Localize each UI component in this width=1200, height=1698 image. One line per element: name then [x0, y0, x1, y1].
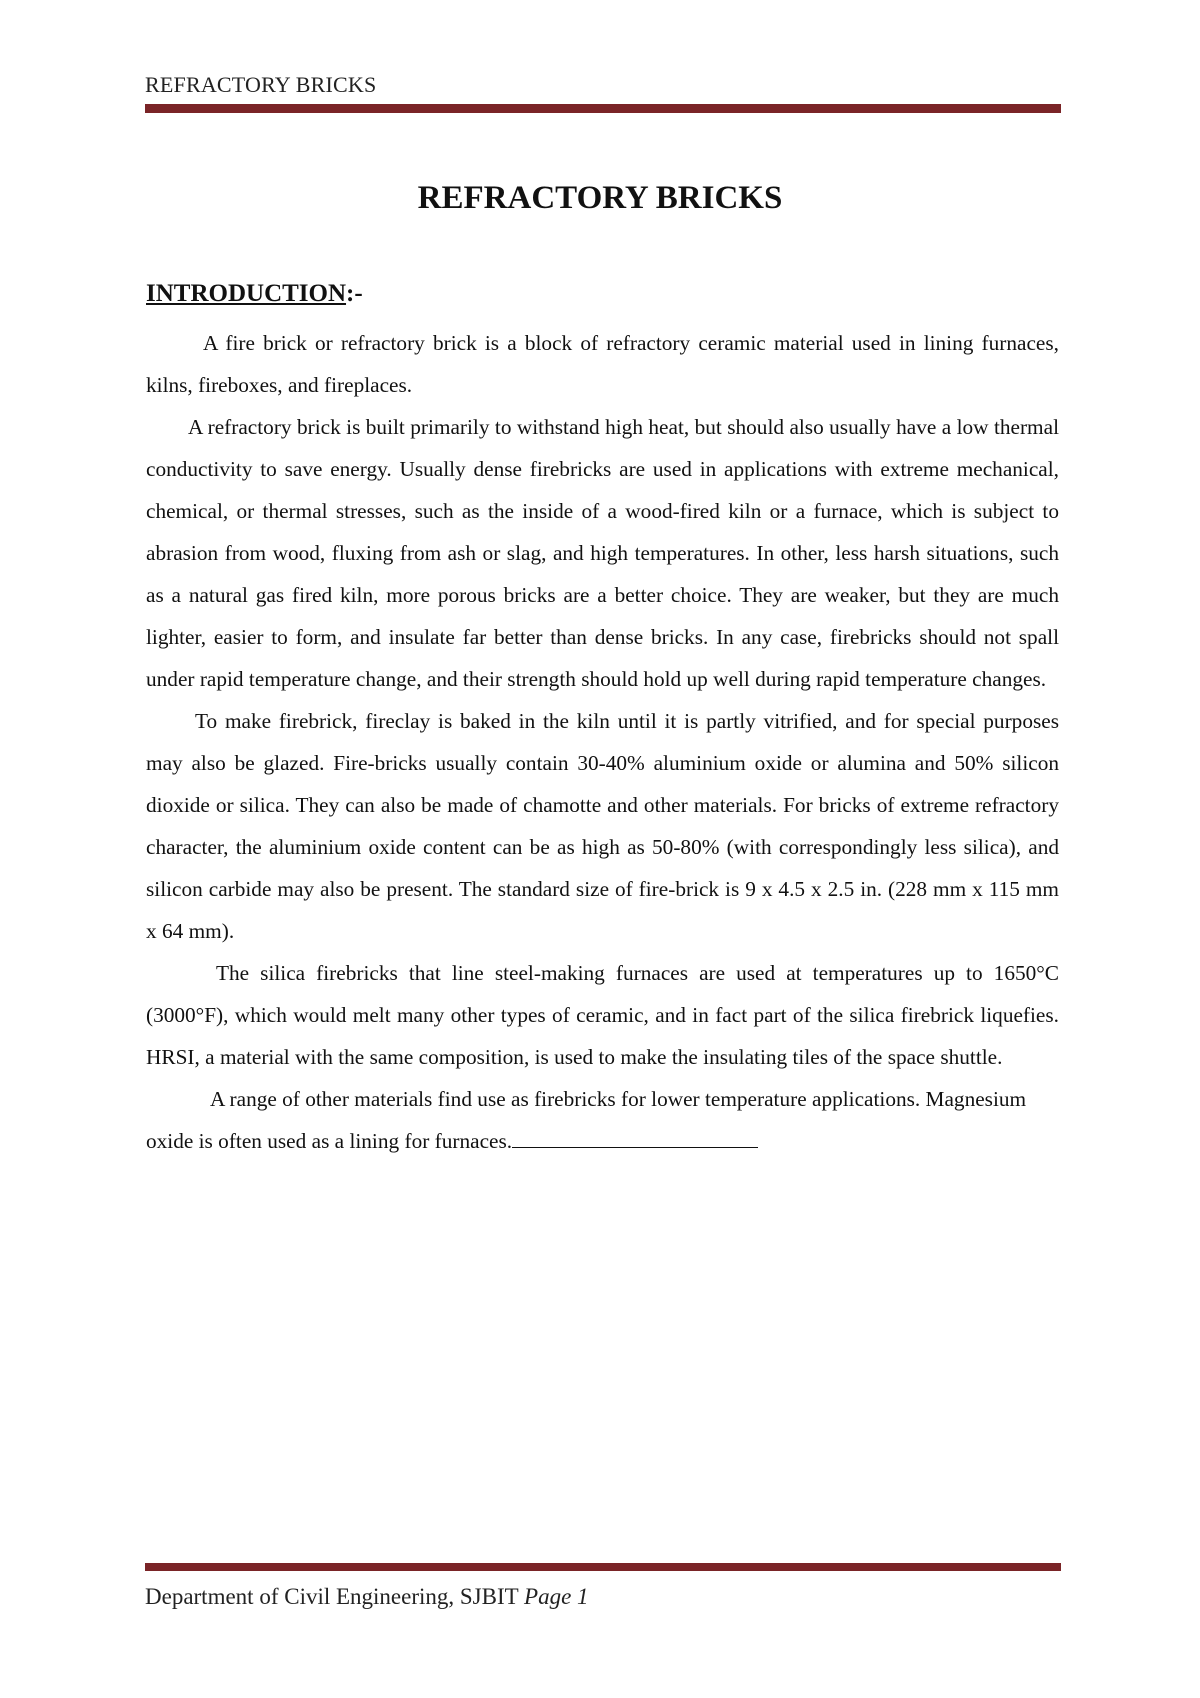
- document-title: REFRACTORY BRICKS: [417, 180, 783, 216]
- footer-page-number: Page 1: [524, 1584, 589, 1609]
- section-heading-suffix: :-: [346, 280, 363, 307]
- paragraph-4: The silica firebricks that line steel-making furnaces are used at temperatures up to 1650°C (3000°F), which would melt many other types of ceramic, and in fact part of the silica firebrick liquefies. HRSI, a material with the same composition, is used to make the insulating tiles of the space shuttle.: [146, 961, 1059, 1069]
- footer-rule: [145, 1563, 1061, 1571]
- paragraph-5-text: A range of other materials find use as firebricks for lower temperature applications. Magnesium oxide is often used as a lining for furnaces.: [146, 1087, 1027, 1153]
- paragraph-1: A fire brick or refractory brick is a block of refractory ceramic material used in lining furnaces, kilns, fireboxes, and fireplaces.: [146, 331, 1059, 397]
- paragraph-2: A refractory brick is built primarily to withstand high heat, but should also usually have a low thermal conductivity to save energy. Usually dense firebricks are used in applications with extreme mechanical, chemical, or thermal stresses, such as the inside of a wood-fired kiln or a furnace, which is subject to abrasion from wood, fluxing from ash or slag, and high temperatures. In other, less harsh situations, such as a natural gas fired kiln, more porous bricks are a better choice. They are weaker, but they are much lighter, easier to form, and insulate far better than dense bricks. In any case, firebricks should not spall under rapid temperature change, and their strength should hold up well during rapid temperature changes.: [146, 415, 1059, 691]
- page-footer: [145, 1584, 589, 1610]
- section-heading: [146, 280, 363, 308]
- paragraph-5: [146, 1078, 1059, 1162]
- footer-department: Department of Civil Engineering, SJBIT: [145, 1584, 519, 1609]
- running-header: REFRACTORY BRICKS: [145, 72, 377, 97]
- paragraph-3: To make firebrick, fireclay is baked in the kiln until it is partly vitrified, and for special purposes may also be glazed. Fire-bricks usually contain 30-40% aluminium oxide or alumina and 50% silicon dioxide or silica. They can also be made of chamotte and other materials. For bricks of extreme refractory character, the aluminium oxide content can be as high as 50-80% (with correspondingly less silica), and silicon carbide may also be present. The standard size of fire-brick is 9 x 4.5 x 2.5 in. (228 mm x 115 mm x 64 mm).: [146, 709, 1059, 943]
- fill-line: [512, 1125, 758, 1148]
- body-text: [146, 322, 1059, 1162]
- header-rule: [145, 104, 1061, 113]
- section-heading-text: INTRODUCTION: [146, 280, 347, 307]
